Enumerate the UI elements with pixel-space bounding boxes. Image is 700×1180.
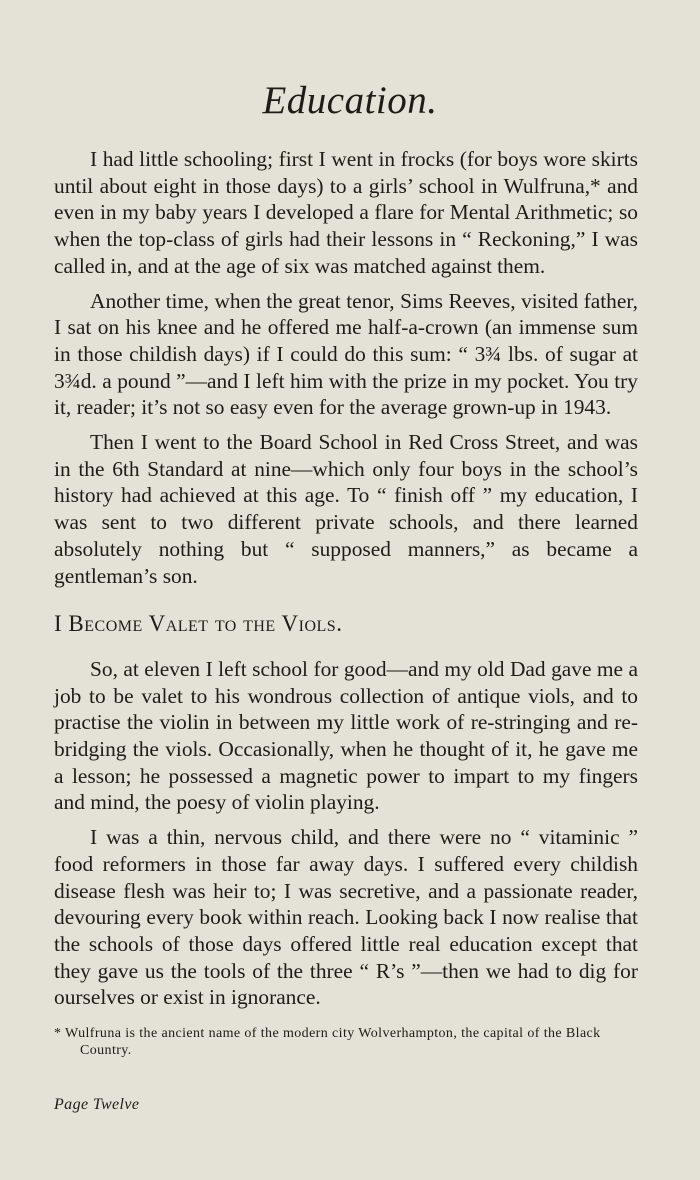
footnote: * Wulfruna is the ancient name of the modern city Wolverhampton, the capital of the Black Country. [54, 1026, 601, 1059]
paragraph: Then I went to the Board School in Red Cross Street, and was in the 6th Standard at nine—which only four boys in the school’s history had achieved at this age. To “ finish off ” my education, I was sent to two different private schools, and there learned absolutely nothing but “ supposed manners,” as became a gentleman’s son. [54, 430, 638, 588]
paragraph: Another time, when the great tenor, Sims Reeves, visited father, I sat on his knee and he offered me half-a-crown (an immense sum in those childish days) if I could do this sum: “ 3¾ lbs. of sugar at 3¾d. a pound ”—and I left him with the prize in my pocket. You try it, reader; it’s not so easy even for the average grown-up in 1943. [54, 288, 638, 420]
paragraph: I had little schooling; first I went in frocks (for boys wore skirts until about eight in those days) to a girls’ school in Wulfruna,* and even in my baby years I developed a flare for Mental Arithmetic; so when the top-class of girls had their lessons in “ Reckoning,” I was called in, and at the age of six was matched against them. [54, 147, 638, 278]
paragraph: I was a thin, nervous child, and there were no “ vitaminic ” food reformers in those far away days. I suffered every childish disease flesh was heir to; I was secretive, and a passionate reader, devouring every book within reach. Looking back I now realise that the schools of those days offered little real education except that they gave us the tools of the three “ R’s ”—then we had to dig for ourselves or exist in ignorance. [54, 825, 638, 1010]
section-heading: I Become Valet to the Viols. [54, 611, 343, 637]
paragraph: So, at eleven I left school for good—and my old Dad gave me a job to be valet to his wondrous collection of antique viols, and to practise the violin in between my little work of re-stringing and re-bridging the viols. Occasionally, when he thought of it, he gave me a lesson; he possessed a magnetic power to impart to my fingers and mind, the poesy of violin playing. [54, 656, 638, 815]
page-body [54, 146, 638, 1067]
page-number: Page Twelve [54, 1096, 140, 1113]
page-title: Education. [262, 79, 438, 122]
